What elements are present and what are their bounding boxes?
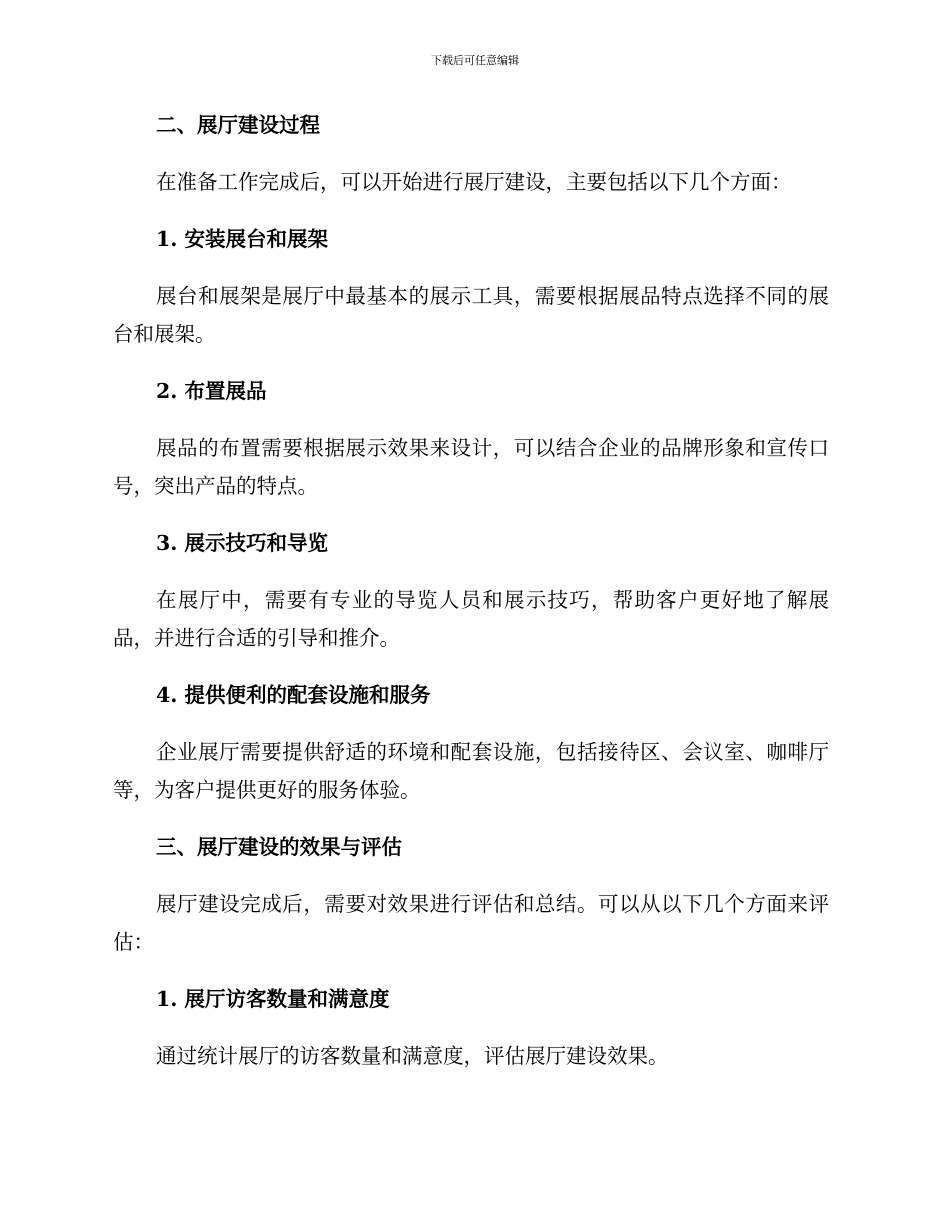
section-heading-construction-process: 二、展厅建设过程 (156, 113, 320, 137)
paragraph-display-and-guide: 在展厅中，需要有专业的导览人员和展示技巧，帮助客户更好地了解展品，并进行合适的引导和推介。 (113, 588, 829, 650)
subheading-visitor-satisfaction: 1. 展厅访客数量和满意度 (156, 987, 390, 1011)
subheading-facilities-services: 4. 提供便利的配套设施和服务 (156, 683, 431, 707)
paragraph-arrange-exhibits: 展品的布置需要根据展示效果来设计，可以结合企业的品牌形象和宣传口号，突出产品的特点。 (113, 436, 829, 498)
section-heading-evaluation: 三、展厅建设的效果与评估 (156, 835, 402, 859)
paragraph-evaluation-intro: 展厅建设完成后，需要对效果进行评估和总结。可以从以下几个方面来评估： (113, 892, 829, 954)
subheading-display-and-guide: 3. 展示技巧和导览 (156, 531, 329, 555)
page-header: 下载后可任意编辑 (431, 54, 519, 67)
document-body (113, 106, 829, 1094)
subheading-arrange-exhibits: 2. 布置展品 (156, 379, 267, 403)
paragraph-construction-intro: 在准备工作完成后，可以开始进行展厅建设，主要包括以下几个方面： (156, 170, 792, 194)
subheading-install-booths: 1. 安装展台和展架 (156, 227, 329, 251)
paragraph-install-booths: 展台和展架是展厅中最基本的展示工具，需要根据展品特点选择不同的展台和展架。 (113, 284, 829, 346)
paragraph-visitor-satisfaction: 通过统计展厅的访客数量和满意度，评估展厅建设效果。 (156, 1044, 669, 1068)
paragraph-facilities-services: 企业展厅需要提供舒适的环境和配套设施，包括接待区、会议室、咖啡厅等，为客户提供更好的服务体验。 (113, 740, 829, 802)
